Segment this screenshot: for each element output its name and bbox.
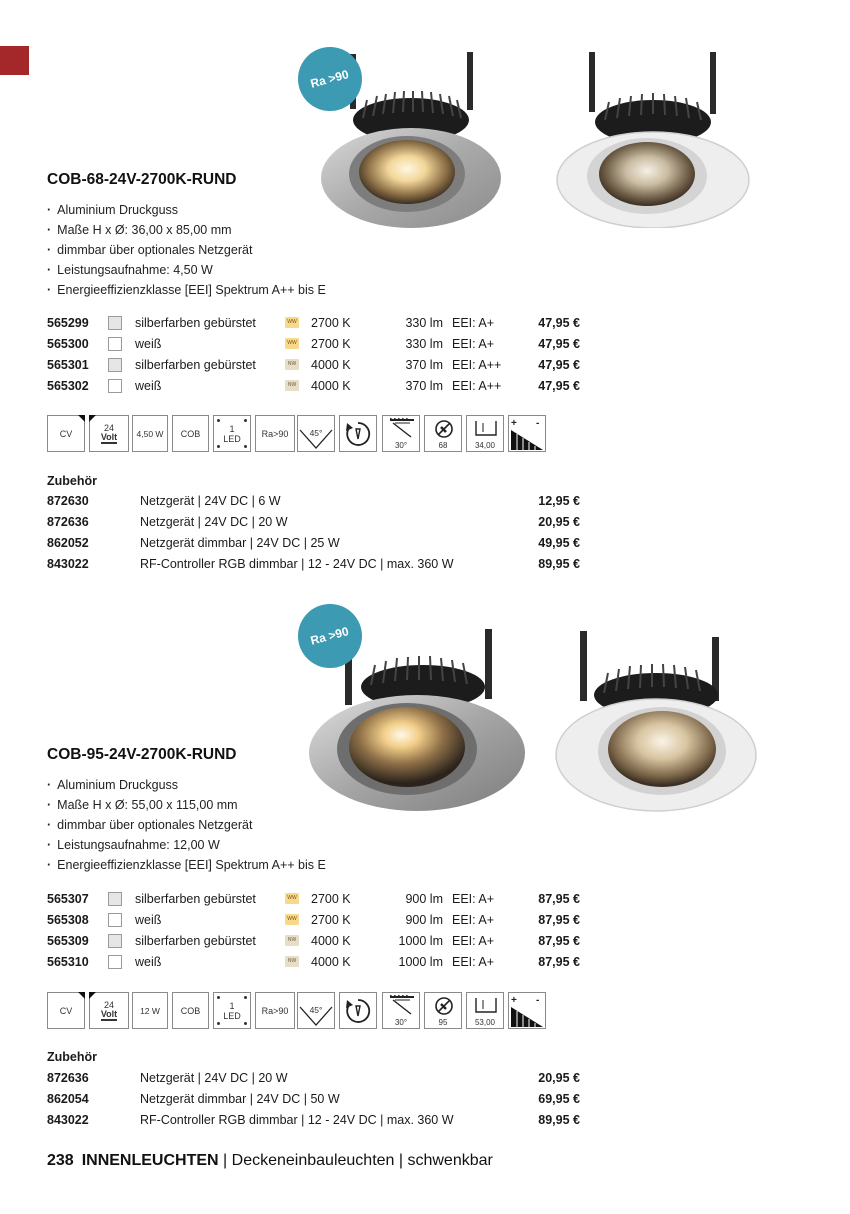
variant-row: [47, 952, 587, 973]
accessory-desc: RF-Controller RGB dimmbar | 12 - 24V DC | max. 360 W: [140, 1113, 454, 1127]
color-temp-badge: WW: [285, 914, 299, 925]
rotatable-icon: [339, 992, 377, 1029]
accessory-row: [47, 1068, 587, 1089]
footer-category: INNENLEUCHTEN: [81, 1152, 219, 1169]
feature-item: · Leistungsaufnahme: 12,00 W: [47, 835, 326, 855]
finish-label: weiß: [135, 379, 162, 393]
finish-label: weiß: [135, 913, 162, 927]
beam-angle-icon: [382, 992, 420, 1029]
color-temp-badge: NW: [285, 935, 299, 946]
color-temperature: 2700 K: [311, 913, 351, 927]
color-temperature: 4000 K: [311, 955, 351, 969]
dot-icon: [217, 1022, 220, 1025]
accessory-desc: Netzgerät | 24V DC | 6 W: [140, 494, 281, 508]
article-number: 565302: [47, 379, 89, 393]
dot-icon: [217, 996, 220, 999]
feature-item: · Leistungsaufnahme: 4,50 W: [47, 260, 326, 280]
page-number: 238: [47, 1152, 74, 1169]
energy-class: EEI: A++: [452, 379, 502, 393]
accessory-price: 89,95 €: [538, 557, 580, 571]
voltage-word: Volt: [100, 431, 118, 442]
lumen: 330 lm: [405, 337, 443, 351]
svg-text:+: +: [511, 995, 517, 1006]
color-temp-badge: WW: [285, 893, 299, 904]
cv-label: CV: [59, 428, 73, 439]
voltage-number: 24: [103, 999, 114, 1010]
finish-swatch-silver: [108, 934, 122, 948]
lumen: 1000 lm: [398, 955, 443, 969]
finish-label: weiß: [135, 337, 162, 351]
accessory-price: 20,95 €: [538, 515, 580, 529]
price: 87,95 €: [538, 955, 580, 969]
color-temp-badge: WW: [285, 317, 299, 328]
tilt-label: 45°: [309, 428, 323, 438]
energy-class: EEI: A++: [452, 358, 502, 372]
feature-item: · Maße H x Ø: 36,00 x 85,00 mm: [47, 220, 326, 240]
article-number: 565310: [47, 955, 89, 969]
energy-class: EEI: A+: [452, 913, 495, 927]
accessory-number: 862054: [47, 1092, 89, 1106]
led-number: 1: [229, 1000, 235, 1011]
feature-item: · Maße H x Ø: 55,00 x 115,00 mm: [47, 795, 326, 815]
ra-badge: Ra >90: [298, 47, 362, 111]
price: 47,95 €: [538, 316, 580, 330]
tilt-angle-icon: [297, 992, 335, 1029]
color-temp-badge: NW: [285, 359, 299, 370]
feature-item: · dimmbar über optionales Netzgerät: [47, 815, 326, 835]
wattage-icon: 12 W: [132, 992, 168, 1029]
led-word: LED: [223, 1010, 241, 1021]
depth-label: 34,00: [474, 441, 496, 450]
svg-text:-: -: [536, 995, 540, 1006]
article-number: 565307: [47, 892, 89, 906]
tilt-label: 45°: [309, 1005, 323, 1015]
price: 87,95 €: [538, 934, 580, 948]
accessory-desc: Netzgerät dimmbar | 24V DC | 25 W: [140, 536, 340, 550]
lumen: 1000 lm: [398, 934, 443, 948]
ra-icon: Ra>90: [255, 992, 295, 1029]
accessory-desc: Netzgerät | 24V DC | 20 W: [140, 1071, 288, 1085]
finish-label: silberfarben gebürstet: [135, 358, 256, 372]
variant-row: [47, 931, 587, 952]
accessory-price: 20,95 €: [538, 1071, 580, 1085]
price: 47,95 €: [538, 337, 580, 351]
beam-label: 30°: [394, 1018, 408, 1027]
product-title: COB-68-24V-2700K-RUND: [47, 171, 237, 188]
feature-list: [47, 775, 326, 875]
color-temperature: 4000 K: [311, 934, 351, 948]
voltage-word: Volt: [100, 1008, 118, 1019]
cutout-label: 68: [438, 441, 448, 450]
led-number: 1: [229, 423, 235, 434]
finish-label: silberfarben gebürstet: [135, 892, 256, 906]
accessories-title: Zubehör: [47, 1050, 97, 1064]
depth-label: 53,00: [474, 1018, 496, 1027]
energy-class: EEI: A+: [452, 934, 495, 948]
led-word: LED: [223, 433, 241, 444]
feature-item: · dimmbar über optionales Netzgerät: [47, 240, 326, 260]
led-count-icon: [213, 992, 251, 1029]
price: 87,95 €: [538, 913, 580, 927]
accessory-row: [47, 1089, 587, 1110]
install-depth-icon: [466, 992, 504, 1029]
lumen: 330 lm: [405, 316, 443, 330]
finish-swatch-silver: [108, 892, 122, 906]
dot-icon: [244, 1022, 247, 1025]
feature-item: · Aluminium Druckguss: [47, 200, 326, 220]
accessory-number: 872630: [47, 494, 89, 508]
color-temperature: 4000 K: [311, 358, 351, 372]
accessory-price: 49,95 €: [538, 536, 580, 550]
price: 47,95 €: [538, 379, 580, 393]
beam-label: 30°: [394, 441, 408, 450]
cv-icon: [47, 992, 85, 1029]
lumen: 900 lm: [405, 892, 443, 906]
article-number: 565308: [47, 913, 89, 927]
footer-path: | Deckeneinbauleuchten | schwenkbar: [218, 1152, 493, 1169]
feature-item: · Energieeffizienzklasse [EEI] Spektrum A++ bis E: [47, 280, 326, 300]
accessory-desc: Netzgerät | 24V DC | 20 W: [140, 515, 288, 529]
ra-badge: Ra >90: [298, 604, 362, 668]
price: 87,95 €: [538, 892, 580, 906]
svg-text:-: -: [536, 418, 540, 429]
color-temperature: 2700 K: [311, 892, 351, 906]
product-image-white: [552, 625, 762, 815]
cv-label: CV: [59, 1005, 73, 1016]
lumen: 900 lm: [405, 913, 443, 927]
color-temp-badge: WW: [285, 338, 299, 349]
svg-text:+: +: [511, 418, 517, 429]
cob-icon: COB: [172, 992, 209, 1029]
feature-item: · Energieeffizienzklasse [EEI] Spektrum A++ bis E: [47, 855, 326, 875]
lumen: 370 lm: [405, 379, 443, 393]
accessory-number: 843022: [47, 557, 89, 571]
dot-icon: [244, 996, 247, 999]
accessories-title: Zubehör: [47, 474, 97, 488]
finish-label: weiß: [135, 955, 162, 969]
accessory-number: 843022: [47, 1113, 89, 1127]
accessory-price: 89,95 €: [538, 1113, 580, 1127]
article-number: 565309: [47, 934, 89, 948]
voltage-icon: [89, 992, 129, 1029]
ra-icon: Ra>90: [255, 415, 295, 452]
corner-marker-icon: [78, 992, 85, 999]
corner-marker-icon: [89, 992, 96, 999]
accessory-desc: Netzgerät dimmbar | 24V DC | 50 W: [140, 1092, 340, 1106]
article-number: 565300: [47, 337, 89, 351]
wattage-icon: 4,50 W: [132, 415, 168, 452]
finish-swatch-white: [108, 913, 122, 927]
finish-label: silberfarben gebürstet: [135, 934, 256, 948]
dimmable-icon: [508, 992, 546, 1029]
cutout-icon: [424, 992, 462, 1029]
accessory-number: 872636: [47, 515, 89, 529]
variant-row: [47, 889, 587, 910]
finish-label: silberfarben gebürstet: [135, 316, 256, 330]
cutout-label: 95: [438, 1018, 448, 1027]
feature-item: · Aluminium Druckguss: [47, 775, 326, 795]
accessory-price: 69,95 €: [538, 1092, 580, 1106]
cob-icon: COB: [172, 415, 209, 452]
lumen: 370 lm: [405, 358, 443, 372]
energy-class: EEI: A+: [452, 892, 495, 906]
voltage-number: 24: [103, 422, 114, 433]
energy-class: EEI: A+: [452, 337, 495, 351]
page-footer: [47, 1152, 493, 1170]
finish-swatch-white: [108, 955, 122, 969]
energy-class: EEI: A+: [452, 316, 495, 330]
color-temp-badge: NW: [285, 380, 299, 391]
color-temperature: 2700 K: [311, 337, 351, 351]
color-temperature: 4000 K: [311, 379, 351, 393]
article-number: 565299: [47, 316, 89, 330]
product-title: COB-95-24V-2700K-RUND: [47, 746, 237, 763]
color-temperature: 2700 K: [311, 316, 351, 330]
price: 47,95 €: [538, 358, 580, 372]
color-temp-badge: NW: [285, 956, 299, 967]
accessory-desc: RF-Controller RGB dimmbar | 12 - 24V DC | max. 360 W: [140, 557, 454, 571]
article-number: 565301: [47, 358, 89, 372]
accessory-number: 862052: [47, 536, 89, 550]
accessory-row: [47, 1110, 587, 1131]
energy-class: EEI: A+: [452, 955, 495, 969]
accessory-price: 12,95 €: [538, 494, 580, 508]
variant-row: [47, 910, 587, 931]
accessory-number: 872636: [47, 1071, 89, 1085]
